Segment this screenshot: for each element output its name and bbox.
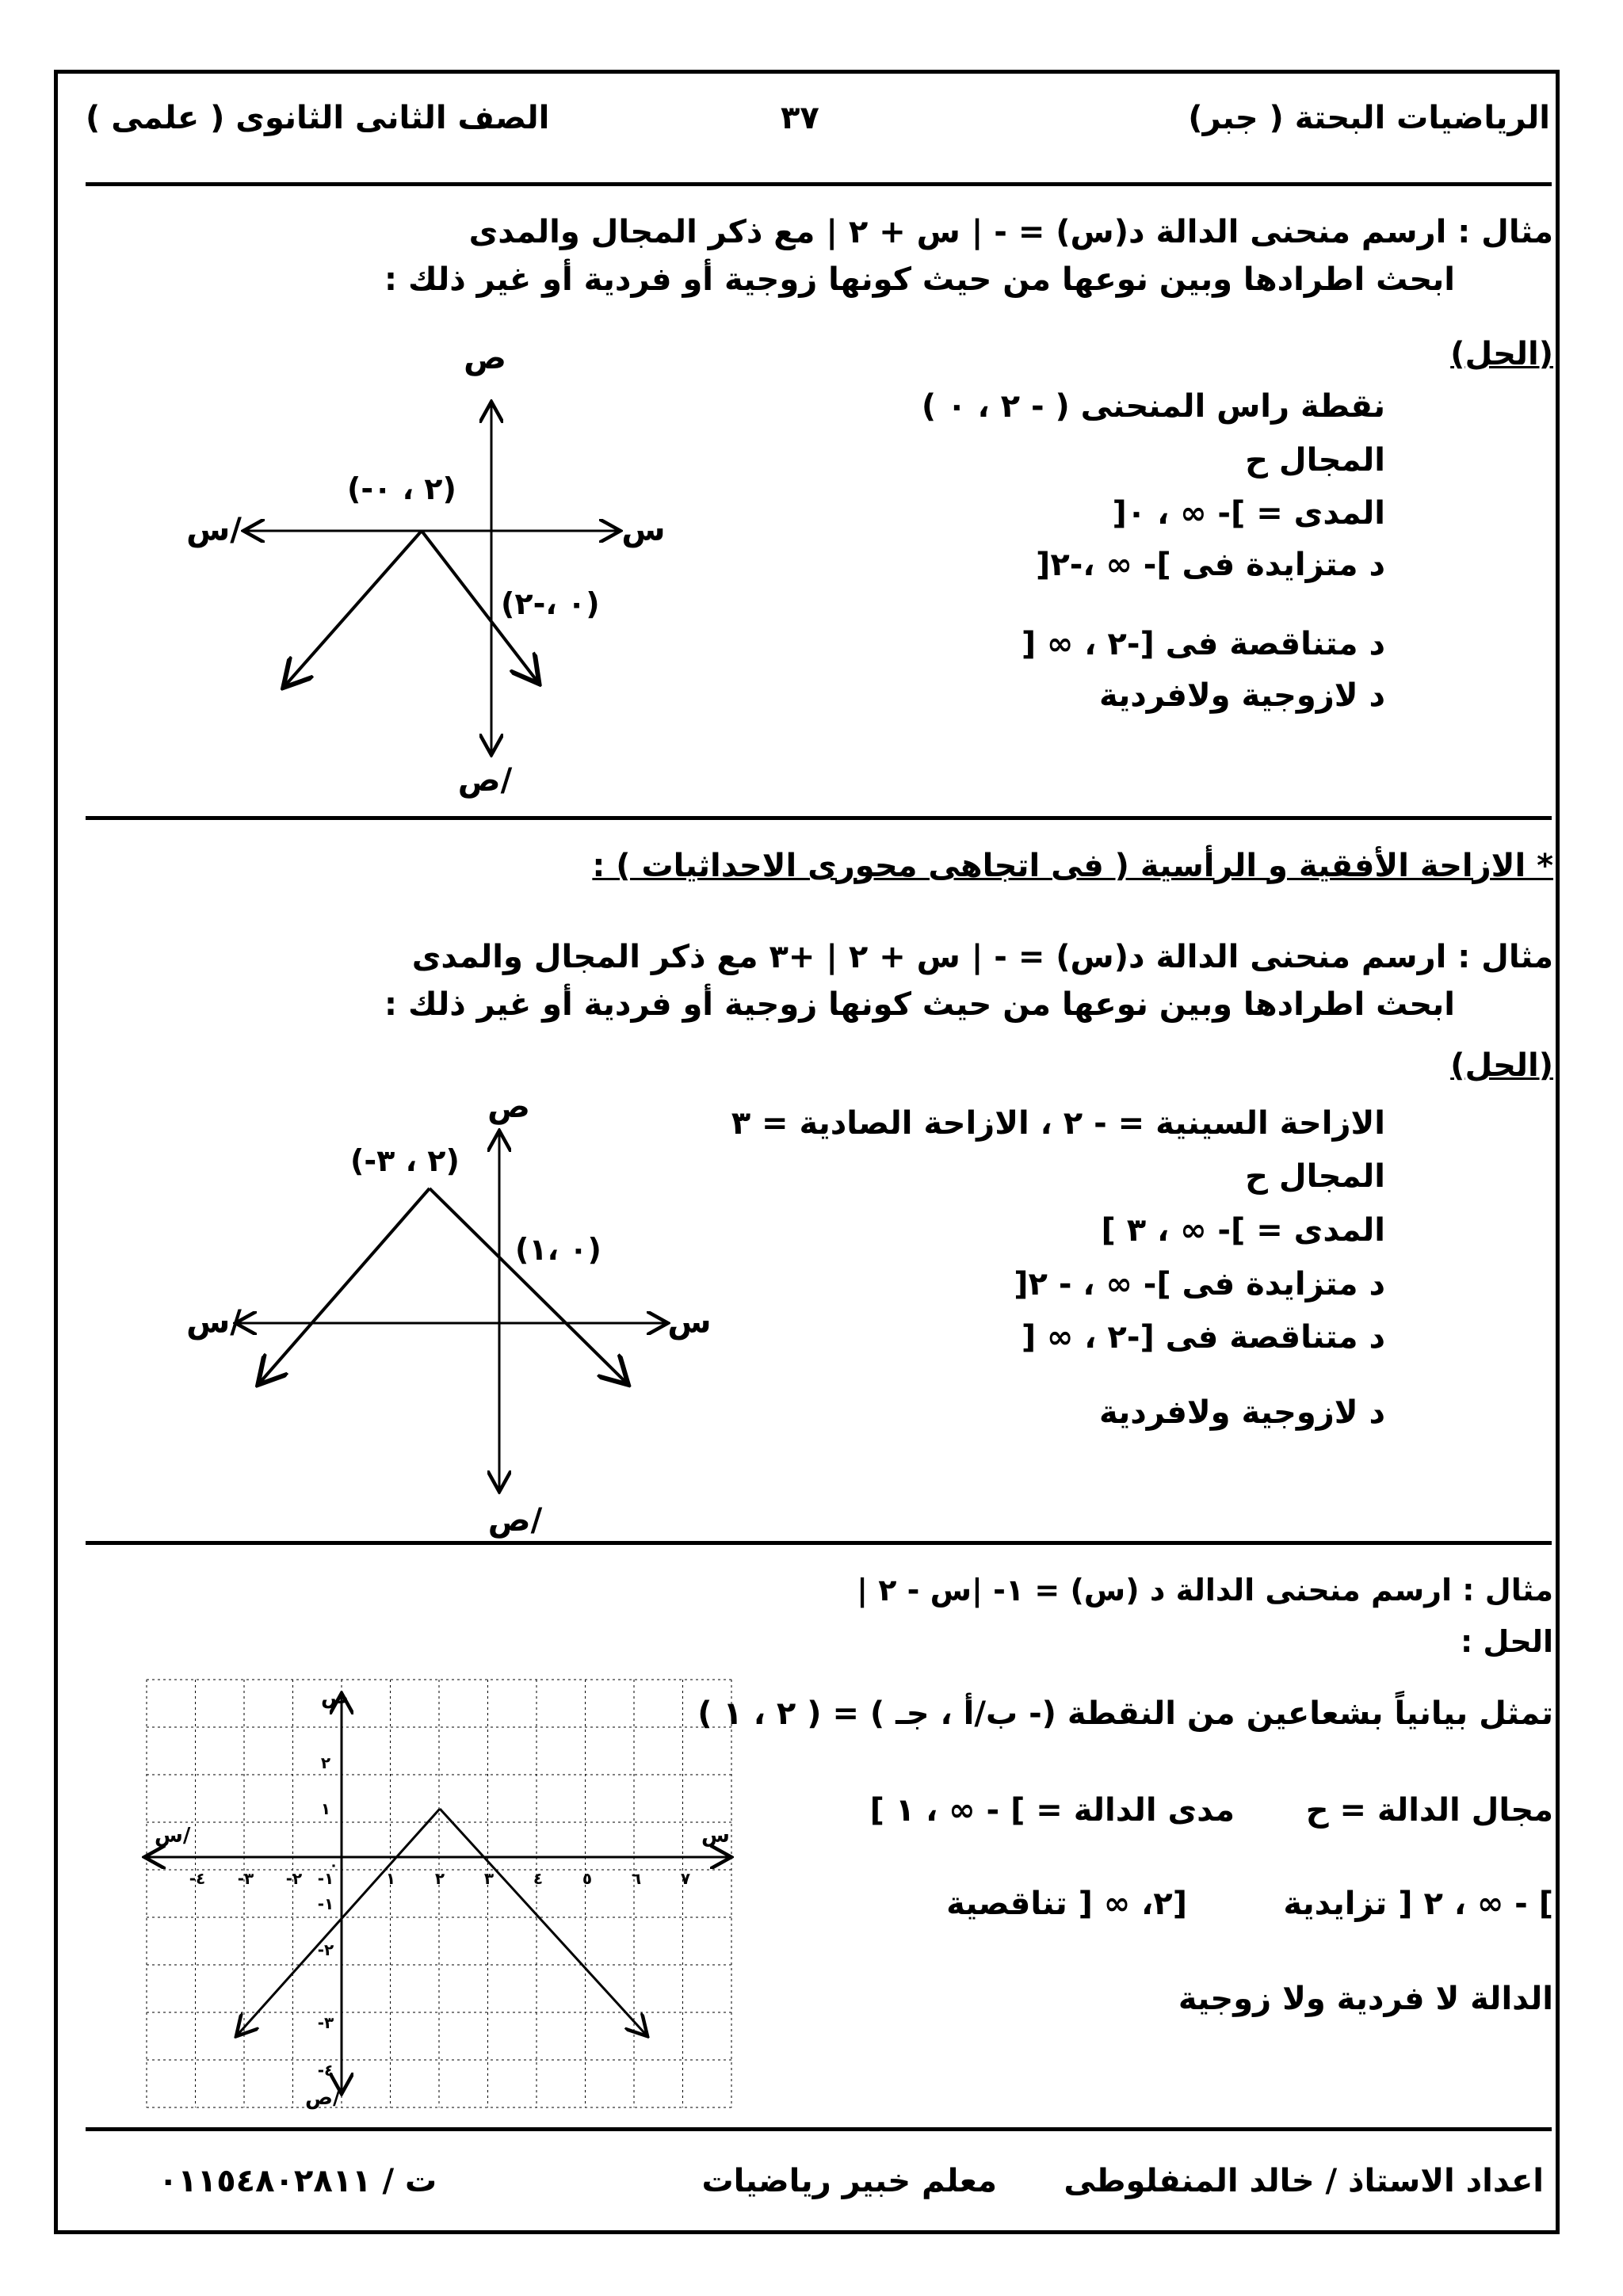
example3-increasing: ] - ∞ ، ٢ [ تزايدية bbox=[1283, 1886, 1553, 1922]
y-tick: -٢ bbox=[317, 1940, 334, 1959]
x-label: س bbox=[621, 512, 666, 548]
y-label: ص bbox=[487, 1089, 530, 1125]
page-number: ٣٧ bbox=[781, 100, 819, 136]
example3-parity: الدالة لا فردية ولا زوجية bbox=[1178, 1981, 1553, 2017]
x-tick: -٢ bbox=[285, 1869, 303, 1888]
footer-role: معلم خبير رياضيات bbox=[701, 2163, 997, 2199]
y-tick: -٣ bbox=[317, 2013, 334, 2032]
header-grade: الصف الثانى الثانوى ( علمى ) bbox=[86, 100, 550, 136]
right-ray bbox=[430, 1188, 626, 1383]
example1-line1: مثال : ارسم منحنى الدالة د(س) = - | س + ٢ | مع ذكر المجال والمدى bbox=[468, 214, 1553, 250]
example1-answer-2: المجال ح bbox=[1245, 442, 1385, 479]
example3-graph bbox=[147, 1680, 741, 2115]
example1-solution-label: (الحل) bbox=[1450, 336, 1553, 372]
example2-answer-2: المجال ح bbox=[1245, 1158, 1385, 1195]
example3-domain: مجال الدالة = ح bbox=[1305, 1792, 1553, 1829]
y-neg-label: ص/ bbox=[487, 1502, 543, 1539]
left-ray bbox=[260, 1188, 430, 1383]
x-tick: ٥ bbox=[582, 1869, 593, 1888]
y-label: ص bbox=[464, 340, 506, 376]
divider-2 bbox=[86, 1541, 1552, 1545]
y-tick: -١ bbox=[317, 1894, 334, 1913]
x-tick-labels bbox=[189, 1857, 690, 1888]
example1-answer-4: د متزايدة فى ]- ∞ ،-٢[ bbox=[1036, 547, 1385, 583]
x-tick: ٧ bbox=[680, 1869, 691, 1888]
x-tick: ٤ bbox=[533, 1869, 544, 1888]
example2-line1: مثال : ارسم منحنى الدالة د(س) = - | س + ٢ | +٣ مع ذكر المجال والمدى bbox=[411, 939, 1553, 975]
x-tick: -٣ bbox=[237, 1869, 254, 1888]
x-tick: -٤ bbox=[189, 1869, 206, 1888]
x-tick: ١ bbox=[385, 1869, 396, 1888]
x-tick: ٦ bbox=[631, 1869, 642, 1888]
x-tick: ٢ bbox=[434, 1869, 445, 1888]
example2-answer-4: د متزايدة فى ]- ∞ ، - ٢[ bbox=[1014, 1266, 1385, 1302]
x-tick: -١ bbox=[317, 1869, 334, 1888]
example2-answer-3: المدى = ]- ∞ ، ٣ ] bbox=[1101, 1212, 1385, 1249]
x-neg-label: س/ bbox=[155, 1824, 191, 1848]
x-label: س bbox=[701, 1824, 730, 1848]
intercept-label: (٠ ،١) bbox=[515, 1232, 601, 1267]
y-tick: ١ bbox=[320, 1799, 331, 1818]
intercept-label: (٠ ،-٢) bbox=[501, 586, 600, 621]
footer-author: اعداد الاستاذ / خالد المنفلوطى bbox=[1064, 2163, 1544, 2199]
example2-solution-label: (الحل) bbox=[1450, 1047, 1553, 1084]
y-tick: -٤ bbox=[317, 2061, 334, 2080]
x-label: س bbox=[667, 1304, 712, 1341]
example2-answer-5: د متناقصة فى [-٢ ، ∞ [ bbox=[1021, 1319, 1385, 1356]
example1-graph bbox=[143, 333, 745, 808]
vertex-label: (-٢ ، ٠) bbox=[347, 471, 456, 506]
example1-answer-5: د متناقصة فى [-٢ ، ∞ [ bbox=[1021, 626, 1385, 662]
example3-range: مدى الدالة = ] - ∞ ، ١ ] bbox=[869, 1792, 1235, 1829]
section-title: * الازاحة الأفقية و الرأسية ( فى اتجاهى محورى الاحداثيات ) : bbox=[592, 848, 1553, 884]
example2-answer-6: د لازوجية ولافردية bbox=[1099, 1394, 1385, 1431]
example1-line2: ابحث اطرادها وبين نوعها من حيث كونها زوجية أو فردية أو غير ذلك : bbox=[384, 261, 1455, 298]
example2-line2: ابحث اطرادها وبين نوعها من حيث كونها زوجية أو فردية أو غير ذلك : bbox=[384, 986, 1455, 1023]
example1-answer-6: د لازوجية ولافردية bbox=[1099, 677, 1385, 714]
example3-line-vertex: تمثل بيانياً بشعاعين من النقطة (- ب/أ ، جـ ) = ( ٢ ، ١ ) bbox=[697, 1695, 1553, 1732]
x-tick: ٣ bbox=[483, 1869, 495, 1888]
divider-1 bbox=[86, 816, 1552, 820]
y-neg-label: ص/ bbox=[457, 762, 513, 799]
vertex-label: (-٢ ، ٣) bbox=[350, 1143, 460, 1178]
y-label: ص bbox=[321, 1685, 349, 1709]
footer-phone: ت / ٠١١٥٤٨٠٢٨١١ bbox=[158, 2163, 437, 2199]
x-neg-label: س/ bbox=[186, 512, 242, 548]
y-neg-label: ص/ bbox=[305, 2086, 341, 2110]
x-tick: ٠ bbox=[329, 1857, 338, 1874]
example1-answer-1: نقطة راس المنحنى ( - ٢ ، ٠ ) bbox=[921, 388, 1385, 425]
header-divider bbox=[86, 182, 1552, 186]
x-neg-label: س/ bbox=[186, 1304, 242, 1341]
grid bbox=[147, 1680, 733, 2107]
example2-answer-1: الازاحة السينية = - ٢ ، الازاحة الصادية = ٣ bbox=[731, 1105, 1385, 1142]
example3-decreasing: [٢، ∞ [ تناقصية bbox=[946, 1886, 1187, 1922]
example1-answer-3: المدى = ]- ∞ ، ٠[ bbox=[1112, 495, 1385, 532]
example2-graph bbox=[143, 1085, 745, 1545]
y-tick: ٢ bbox=[320, 1753, 331, 1772]
y-tick-labels bbox=[318, 1753, 334, 2080]
example3-line1: مثال : ارسم منحنى الدالة د (س) = ١- |س - ٢ | bbox=[857, 1573, 1553, 1608]
example3-solution-label: الحل : bbox=[1460, 1624, 1553, 1659]
divider-3 bbox=[86, 2127, 1552, 2131]
right-ray bbox=[440, 1809, 646, 2035]
left-ray bbox=[285, 531, 422, 685]
left-ray bbox=[238, 1809, 440, 2035]
header-subject: الرياضيات البحتة ( جبر) bbox=[1188, 100, 1550, 136]
